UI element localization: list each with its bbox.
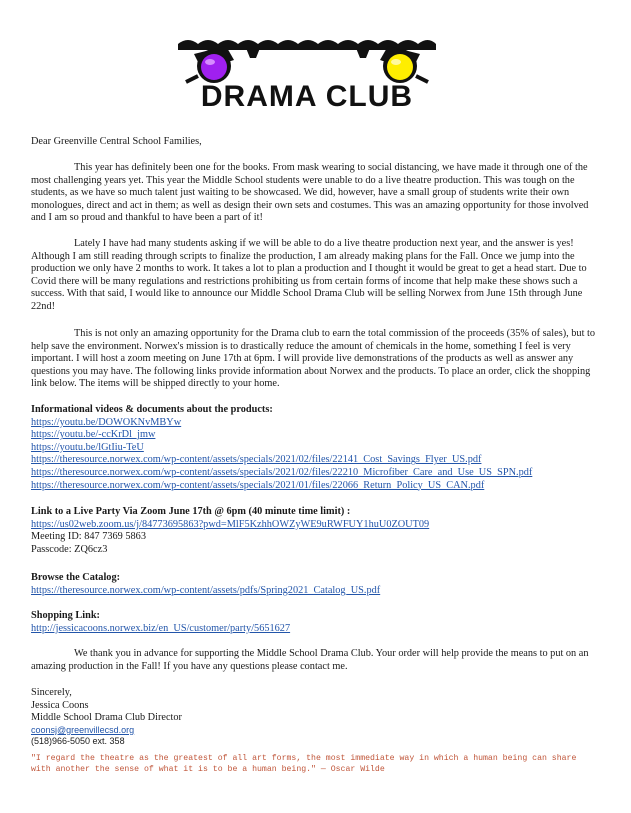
valediction: Sincerely, <box>31 687 72 698</box>
zoom-link[interactable]: https://us02web.zoom.us/j/84773695863?pwd=MlF5KzhhOWZyWE9uRWFUY1huU0ZOUT09 <box>31 518 430 530</box>
greeting: Dear Greenville Central School Families, <box>31 136 202 147</box>
info-heading: Informational videos & documents about the products: <box>31 404 273 415</box>
info-link-3[interactable]: https://youtu.be/lGtIiu-TeU <box>31 441 144 453</box>
logo-text: DRAMA CLUB <box>200 80 414 113</box>
signer-title: Middle School Drama Club Director <box>31 712 182 724</box>
stage-light-purple-icon <box>186 46 234 83</box>
shopping-heading: Shopping Link: <box>31 610 100 621</box>
meeting-id: Meeting ID: 847 7369 5863 <box>31 531 146 543</box>
catalog-link[interactable]: https://theresource.norwex.com/wp-content/assets/pdfs/Spring2021_Catalog_US.pdf <box>31 584 381 596</box>
info-link-1[interactable]: https://youtu.be/DOWOKNvMBYw <box>31 416 182 428</box>
passcode: Passcode: ZQ6cz3 <box>31 543 108 555</box>
info-section <box>31 404 597 492</box>
shopping-section <box>31 610 597 635</box>
phone-number: (518)966-5050 ext. 358 <box>31 736 125 747</box>
catalog-heading: Browse the Catalog: <box>31 572 121 583</box>
shopping-link[interactable]: http://jessicacoons.norwex.biz/en_US/customer/party/5651627 <box>31 622 291 634</box>
stage-light-yellow-icon <box>380 46 428 83</box>
zoom-heading: Link to a Live Party Via Zoom June 17th @ 6pm (40 minute time limit) : <box>31 506 351 517</box>
info-link-5[interactable]: https://theresource.norwex.com/wp-content/assets/specials/2021/02/files/22210_Microfiber_Care_and_Use_US_SPN.pdf <box>31 466 533 478</box>
paragraph-2: Lately I have had many students asking if we will be able to do a live theatre production next year, and the answer is yes! Although I am still reading through scripts to finalize the production, I am already making plans for the Fall. Once we jump into the production we only have 2 months to work. It takes a lot to plan a production and I thought it would be great to get a head start. Due to Covid there will be many regulations and restrictions prohibiting us from certain forms of income that help make these shows such a success. With that said, I would like to announce our Middle School Drama Club will be selling Norwex from June 15th through June 22nd! <box>31 238 587 312</box>
closing-paragraph: We thank you in advance for supporting the Middle School Drama Club. Your order will help provide the means to put on an amazing production in the Fall! If you have any questions please contact me. <box>31 648 589 672</box>
drama-club-logo <box>176 36 438 116</box>
paragraph-3: This is not only an amazing opportunity for the Drama club to earn the total commission of the proceeds (35% of sales), but to help save the environment. Norwex's mission is to drastically reduce the amount of chemicals in the home, something I feel is very important. I will host a zoom meeting on June 17th at 6pm. I will provide live demonstrations of the products as well as answer any questions you may have. The following links provide information about Norwex and the products. To place an order, click the shopping link below. The items will be shipped directly to your home. <box>31 328 596 390</box>
info-link-6[interactable]: https://theresource.norwex.com/wp-content/assets/specials/2021/01/files/22066_Return_Policy_US_CAN.pdf <box>31 479 485 491</box>
signature-block <box>31 687 597 748</box>
zoom-section <box>31 506 597 556</box>
info-link-4[interactable]: https://theresource.norwex.com/wp-content/assets/specials/2021/02/files/22141_Cost_Savings_Flyer_US.pdf <box>31 454 482 466</box>
oscar-wilde-quote: "I regard the theatre as the greatest of all art forms, the most immediate way in which a human being can share with another the sense of what it is to be a human being." — Oscar Wilde <box>31 754 577 774</box>
signer-name: Jessica Coons <box>31 699 89 711</box>
paragraph-1: This year has definitely been one for the books. From mask wearing to social distancing, we have made it through one of the most challenging years yet. This year the Middle School students were unable to do a live theatre production. This was tough on the students, as we have so much talent just waiting to be showcased. We did, however, have a small group of students write their own monologues, direct and act in them; as well as design their own sets and costumes. This was an amazing opportunity for those involved and I am so proud and thankful to have been a part of it! <box>31 162 589 224</box>
info-link-2[interactable]: https://youtu.be/-ccKrDl_jmw <box>31 429 156 441</box>
catalog-section <box>31 572 597 597</box>
email-link[interactable]: coonsj@greenvillecsd.org <box>31 724 135 735</box>
